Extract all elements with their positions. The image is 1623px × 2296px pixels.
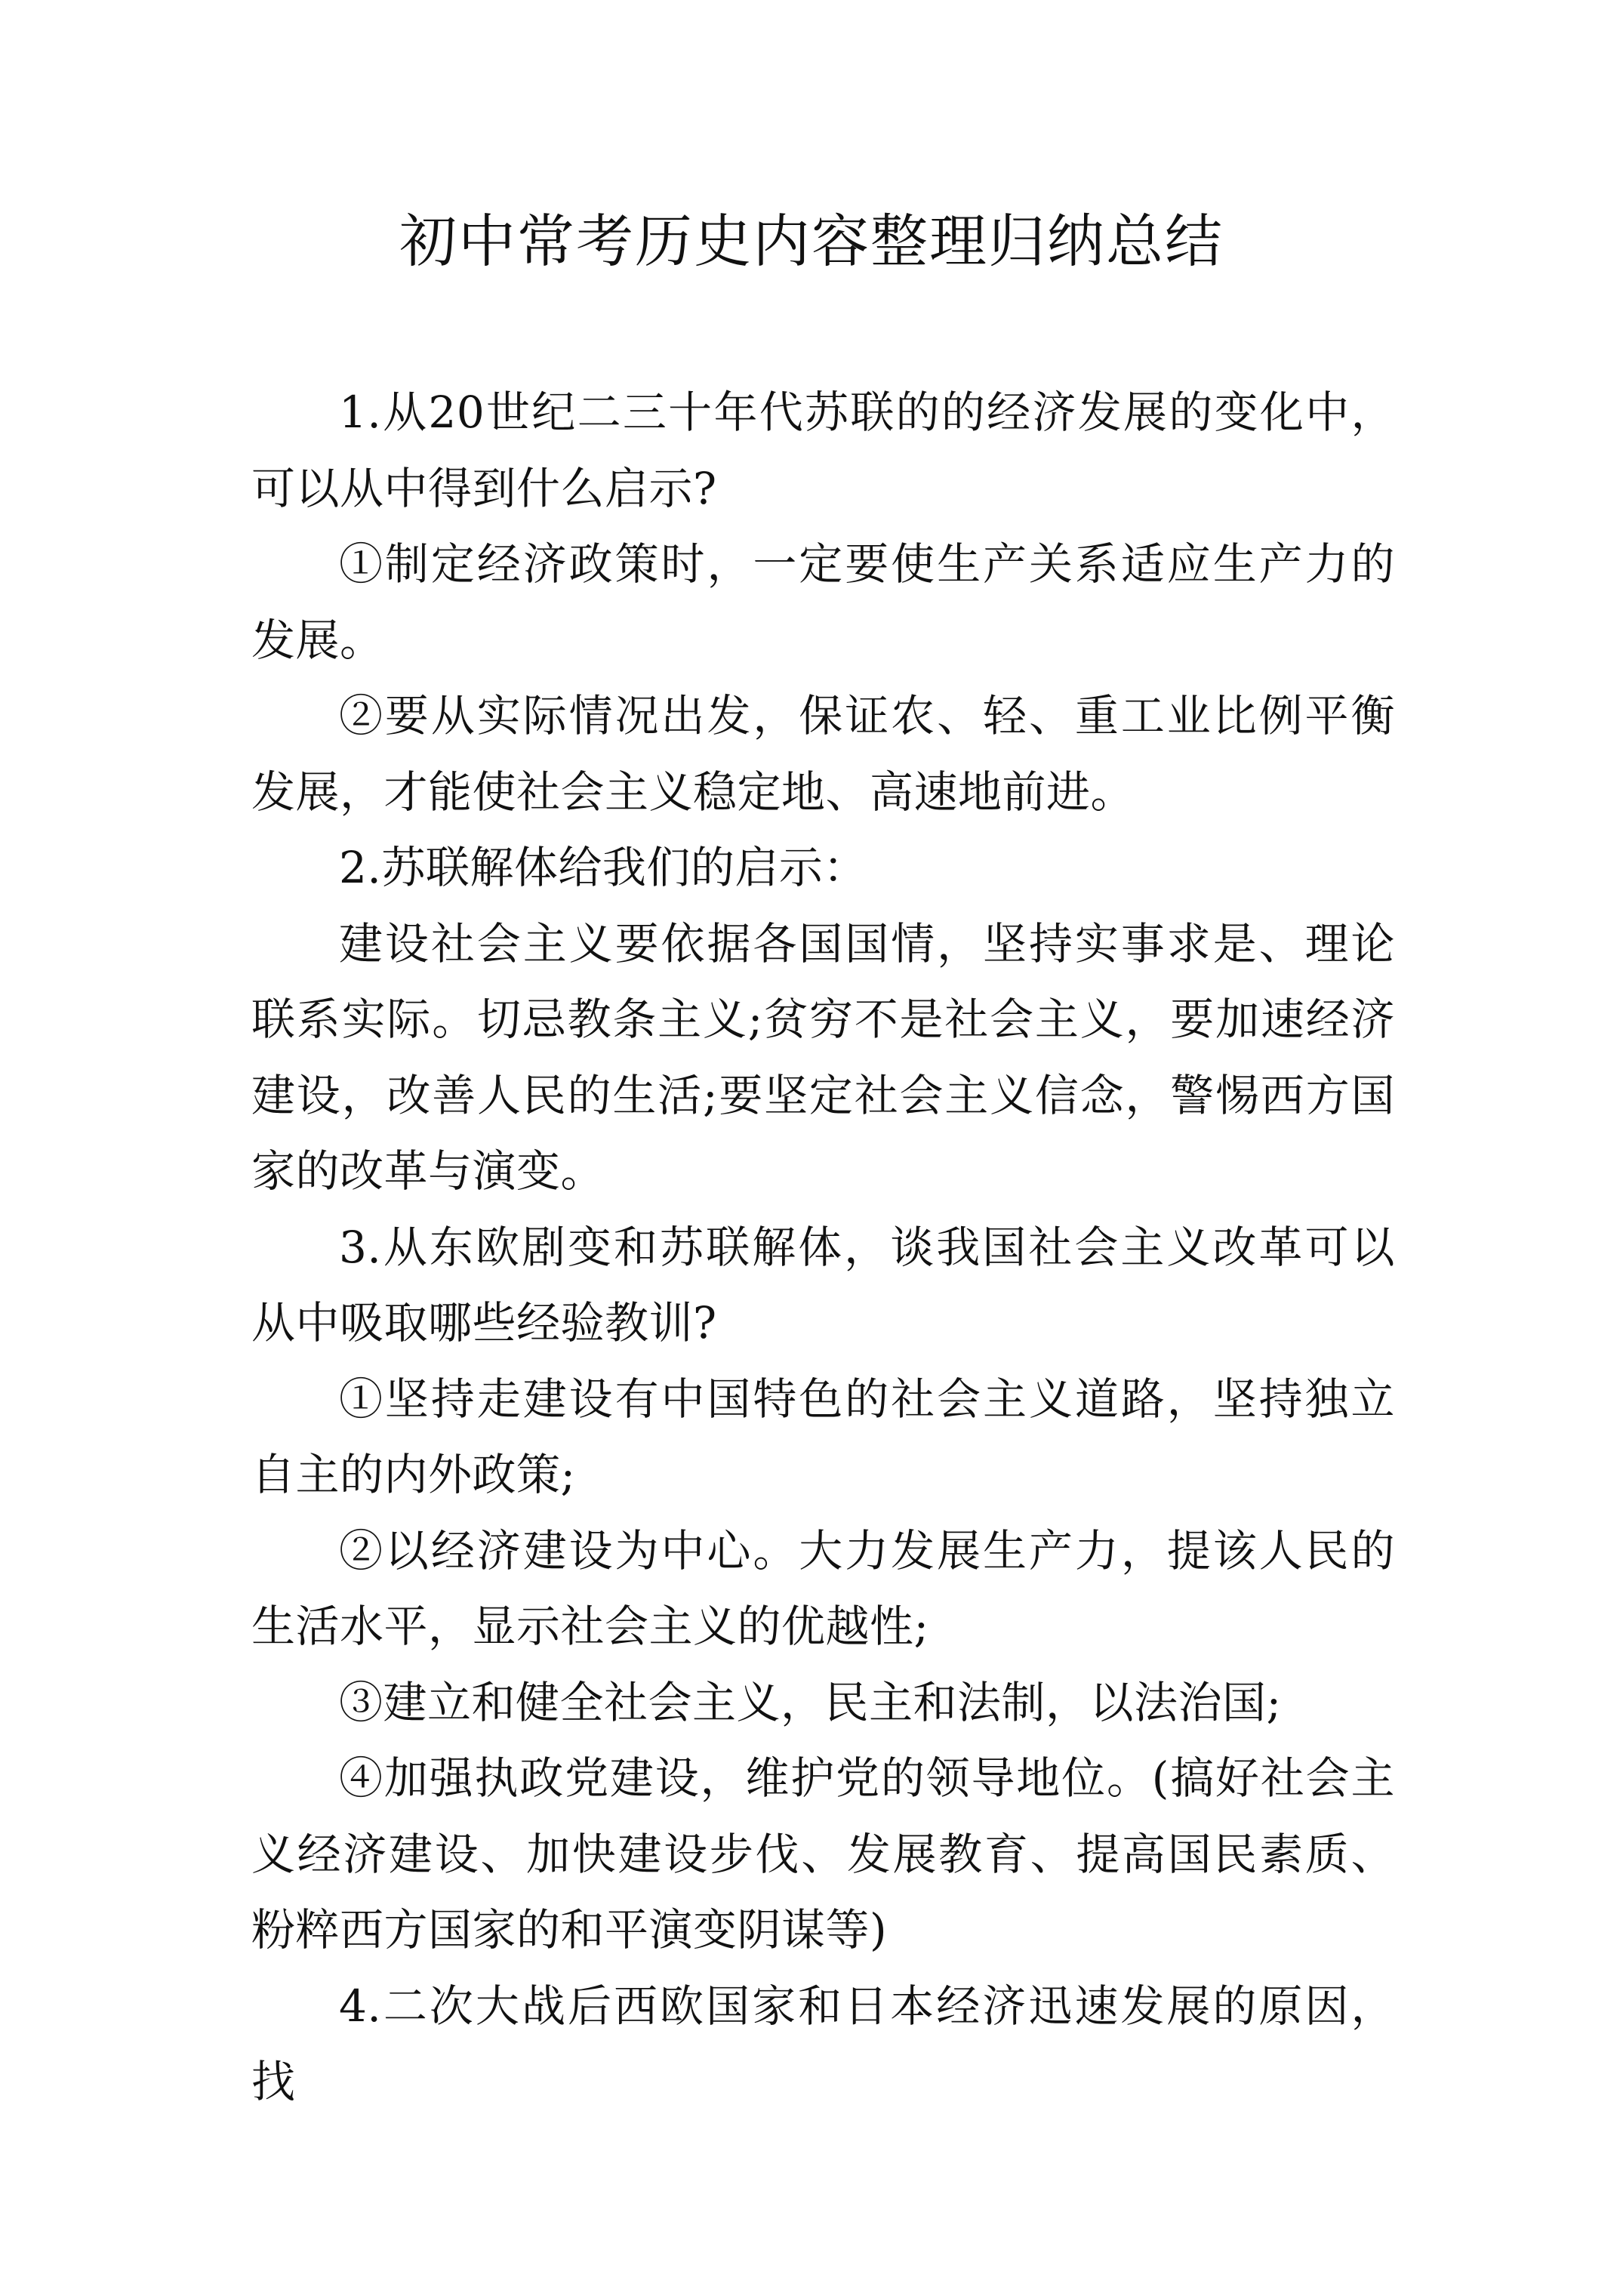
paragraph-q1-point2: ②要从实际情况出发，保证农、轻、重工业比例平衡发展，才能使社会主义稳定地、高速地前进。: [251, 690, 1395, 818]
paragraph-q3-point1: ①坚持走建设有中国特色的社会主义道路，坚持独立自主的内外政策;: [251, 1373, 1395, 1500]
paragraph-q3: 3.从东欧剧变和苏联解体，谈我国社会主义改革可以从中吸取哪些经验教训?: [251, 1221, 1395, 1348]
paragraph-q2: 2.苏联解体给我们的启示：: [339, 842, 867, 893]
paragraph-q3-point4: ④加强执政党建设，维护党的领导地位。(搞好社会主义经济建设、加快建设步伐、发展教育、提高国民素质、粉粹西方国家的和平演变阴谋等): [251, 1752, 1395, 1955]
paragraph-q3-point2: ②以经济建设为中心。大力发展生产力，提该人民的生活水平，显示社会主义的优越性;: [251, 1524, 1395, 1652]
paragraph-q1-point1: ①制定经济政策时，一定要使生产关系适应生产力的发展。: [251, 538, 1395, 666]
page-title: 初中常考历史内容整理归纳总结: [399, 208, 1224, 275]
document-body: [251, 374, 1395, 2120]
paragraph-q3-point3: ③建立和健全社会主义，民主和法制，以法治国;: [339, 1676, 1282, 1728]
paragraph-q4: 4.二次大战后西欧国家和日本经济迅速发展的原因，找: [251, 1980, 1395, 2107]
paragraph-q1: 1.从20世纪二三十年代苏联的的经济发展的变化中，可以从中得到什么启示?: [251, 387, 1395, 514]
paragraph-q2-answer: 建设社会主义要依据各国国情，坚持实事求是、理论联系实际。切忌教条主义;贫穷不是社会主义，要加速经济建设，改善人民的生活;要坚定社会主义信念，警惕西方国家的改革与演变。: [251, 917, 1395, 1197]
